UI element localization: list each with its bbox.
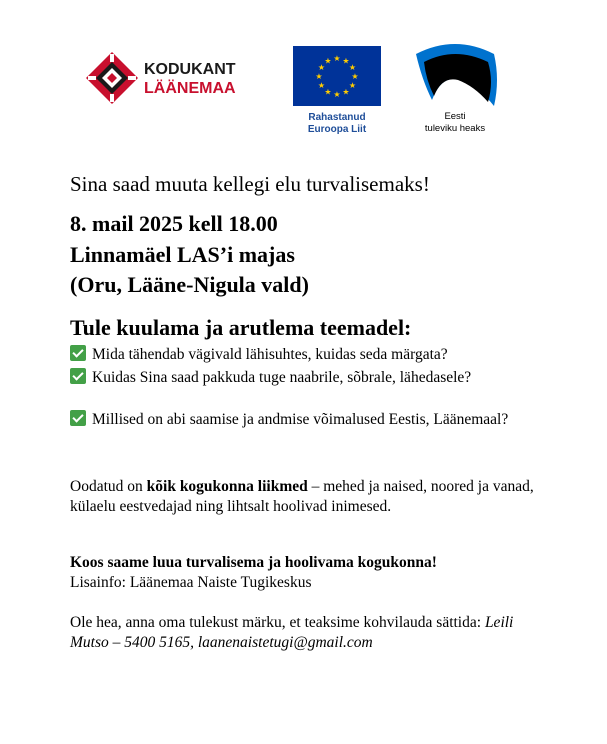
svg-text:★: ★ [348, 81, 357, 90]
svg-text:★: ★ [324, 56, 332, 66]
svg-text:★: ★ [324, 87, 332, 97]
eu-caption-line1: Rahastanud [308, 112, 366, 123]
estonia-caption [400, 111, 510, 135]
svg-text:★: ★ [333, 90, 341, 99]
topics-title: Tule kuulama ja arutlema teemadel: [70, 315, 412, 340]
svg-text:★: ★ [351, 72, 359, 81]
topic-item [70, 410, 540, 430]
topic-text: Millised on abi saamise ja andmise võimalused Eestis, Läänemaal? [92, 411, 509, 428]
kodukant-region: LÄÄNEMAA [144, 80, 236, 97]
svg-text:★: ★ [317, 63, 326, 72]
invite-bold: kõik kogukonna liikmed [146, 478, 308, 495]
svg-text:★: ★ [348, 63, 357, 72]
event-location: (Oru, Lääne-Nigula vald) [70, 272, 309, 297]
rsvp-contact: Leili Mutso – 5400 5165, laanenaistetugi@gmail.com [70, 614, 514, 651]
eu-flag-icon [293, 46, 381, 106]
rsvp-paragraph [70, 613, 540, 653]
closing-block [70, 553, 540, 593]
event-date-time: 8. mail 2025 kell 18.00 [70, 211, 278, 236]
event-venue: Linnamäel LAS’i majas [70, 242, 295, 267]
topic-text: Kuidas Sina saad pakkuda tuge naabrile, sõbrale, lähedasele? [92, 369, 472, 386]
eu-caption-line2: Euroopa Liit [307, 124, 367, 135]
checkmark-icon [70, 410, 86, 426]
closing-statement: Koos saame luua turvalisema ja hoolivama kogukonna! [70, 554, 437, 571]
kodukant-emblem-icon [84, 50, 140, 106]
svg-text:★: ★ [333, 54, 341, 63]
estonia-caption-line1: Eesti [444, 111, 466, 122]
invite-suffix: – mehed ja naised, noored ja vanad, külaelu eestvedajad ning lihtsalt hoolivad inimesed. [70, 478, 534, 515]
svg-text:★: ★ [342, 87, 350, 97]
checkmark-icon [70, 368, 86, 384]
headline: Sina saad muuta kellegi elu turvalisemaks! [70, 172, 430, 196]
invite-paragraph [70, 477, 540, 517]
invite-prefix: Oodatud on [70, 478, 147, 495]
rsvp-text: Ole hea, anna oma tulekust märku, et teaksime kohvilauda sättida: [70, 614, 485, 631]
checkmark-icon [70, 345, 86, 361]
svg-text:★: ★ [315, 72, 323, 81]
topic-item [70, 345, 540, 365]
svg-text:★: ★ [317, 81, 326, 90]
eu-caption [278, 112, 396, 136]
svg-text:★: ★ [342, 56, 350, 66]
kodukant-name: KODUKANT [144, 61, 236, 78]
topic-item [70, 368, 540, 388]
estonia-logo-icon [410, 40, 500, 112]
closing-info: Lisainfo: Läänemaa Naiste Tugikeskus [70, 574, 312, 591]
kodukant-logo [84, 50, 254, 106]
topic-text: Mida tähendab vägivald lähisuhtes, kuidas seda märgata? [92, 346, 448, 363]
estonia-caption-line2: tuleviku heaks [424, 123, 486, 134]
